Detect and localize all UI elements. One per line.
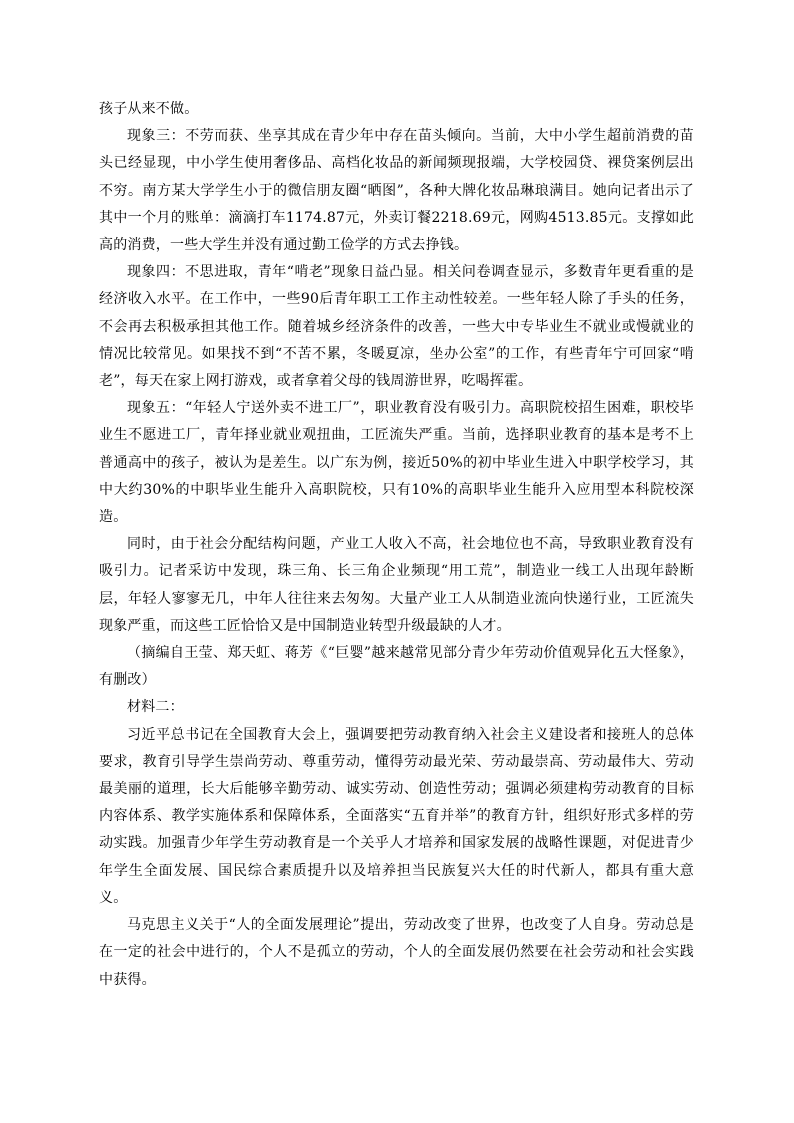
paragraph-education-conference: 习近平总书记在全国教育大会上，强调要把劳动教育纳入社会主义建设者和接班人的总体要求，教育引导学生崇尚劳动、尊重劳动，懂得劳动最光荣、劳动最崇高、劳动最伟大、劳动最美丽的道理，长大后能够辛勤劳动、诚实劳动、创造性劳动；强调必须建构劳动教育的目标内容体系、教学实施体系和保障体系，全面落实“五育并举”的教育方针，组织好形式多样的劳动实践。加强青少年学生劳动教育是一个关乎人才培养和国家发展的战略性课题，对促进青少年学生全面发展、国民综合素质提升以及培养担当民族复兴大任的时代新人，都具有重大意义。 <box>99 726 694 906</box>
source-citation: （摘编自王莹、郑天虹、蒋芳《“巨婴”越来越常见部分青少年劳动价值观异化五大怪象》，有删改） <box>99 645 694 689</box>
paragraph-phenomenon-5: 现象五：“年轻人宁送外卖不进工厂”，职业教育没有吸引力。高职院校招生困难，职校毕业生不愿进工厂，青年择业就业观扭曲，工匠流失严重。当前，选择职业教育的基本是考不上普通高中的孩子，被认为是差生。以广东为例，接近50%的初中毕业生进入中职学校学习，其中大约30%的中职毕业生能升入高职院校，只有10%的高职毕业生能升入应用型本科院校深造。 <box>99 400 694 526</box>
document-page <box>99 96 694 994</box>
material-two-heading: 材料二： <box>127 699 184 716</box>
paragraph-phenomenon-4: 现象四：不思进取，青年“啃老”现象日益凸显。相关问卷调查显示，多数青年更看重的是经济收入水平。在工作中，一些90后青年职工工作主动性较差。一些年轻人除了手头的任务，不会再去积极承担其他工作。随着城乡经济条件的改善，一些大中专毕业生不就业或慢就业的情况比较常见。如果找不到“不苦不累，冬暖夏凉，坐办公室”的工作，有些青年宁可回家“啃老”，每天在家上网打游戏，或者拿着父母的钱周游世界，吃喝挥霍。 <box>99 264 694 390</box>
paragraph-phenomenon-3: 现象三：不劳而获、坐享其成在青少年中存在苗头倾向。当前，大中小学生超前消费的苗头已经显现，中小学生使用奢侈品、高档化妆品的新闻频现报端，大学校园贷、裸贷案例层出不穷。南方某大学学生小于的微信朋友圈“晒图”，各种大牌化妆品琳琅满目。她向记者出示了其中一个月的账单：滴滴打车1174.87元，外卖订餐2218.69元，网购4513.85元。支撑如此高的消费，一些大学生并没有通过勤工俭学的方式去挣钱。 <box>99 128 694 254</box>
paragraph-meanwhile: 同时，由于社会分配结构问题，产业工人收入不高，社会地位也不高，导致职业教育没有吸引力。记者采访中发现，珠三角、长三角企业频现“用工荒”，制造业一线工人出现年龄断层，年轻人寥寥无几，中年人往往来去匆匆。大量产业工人从制造业流向快递行业，工匠流失现象严重，而这些工匠恰恰又是中国制造业转型升级最缺的人才。 <box>99 536 694 634</box>
paragraph-continuation: 孩子从来不做。 <box>99 101 199 117</box>
paragraph-marxism: 马克思主义关于“人的全面发展理论”提出，劳动改变了世界，也改变了人自身。劳动总是在一定的社会中进行的，个人不是孤立的劳动，个人的全面发展仍然要在社会劳动和社会实践中获得。 <box>99 917 694 988</box>
